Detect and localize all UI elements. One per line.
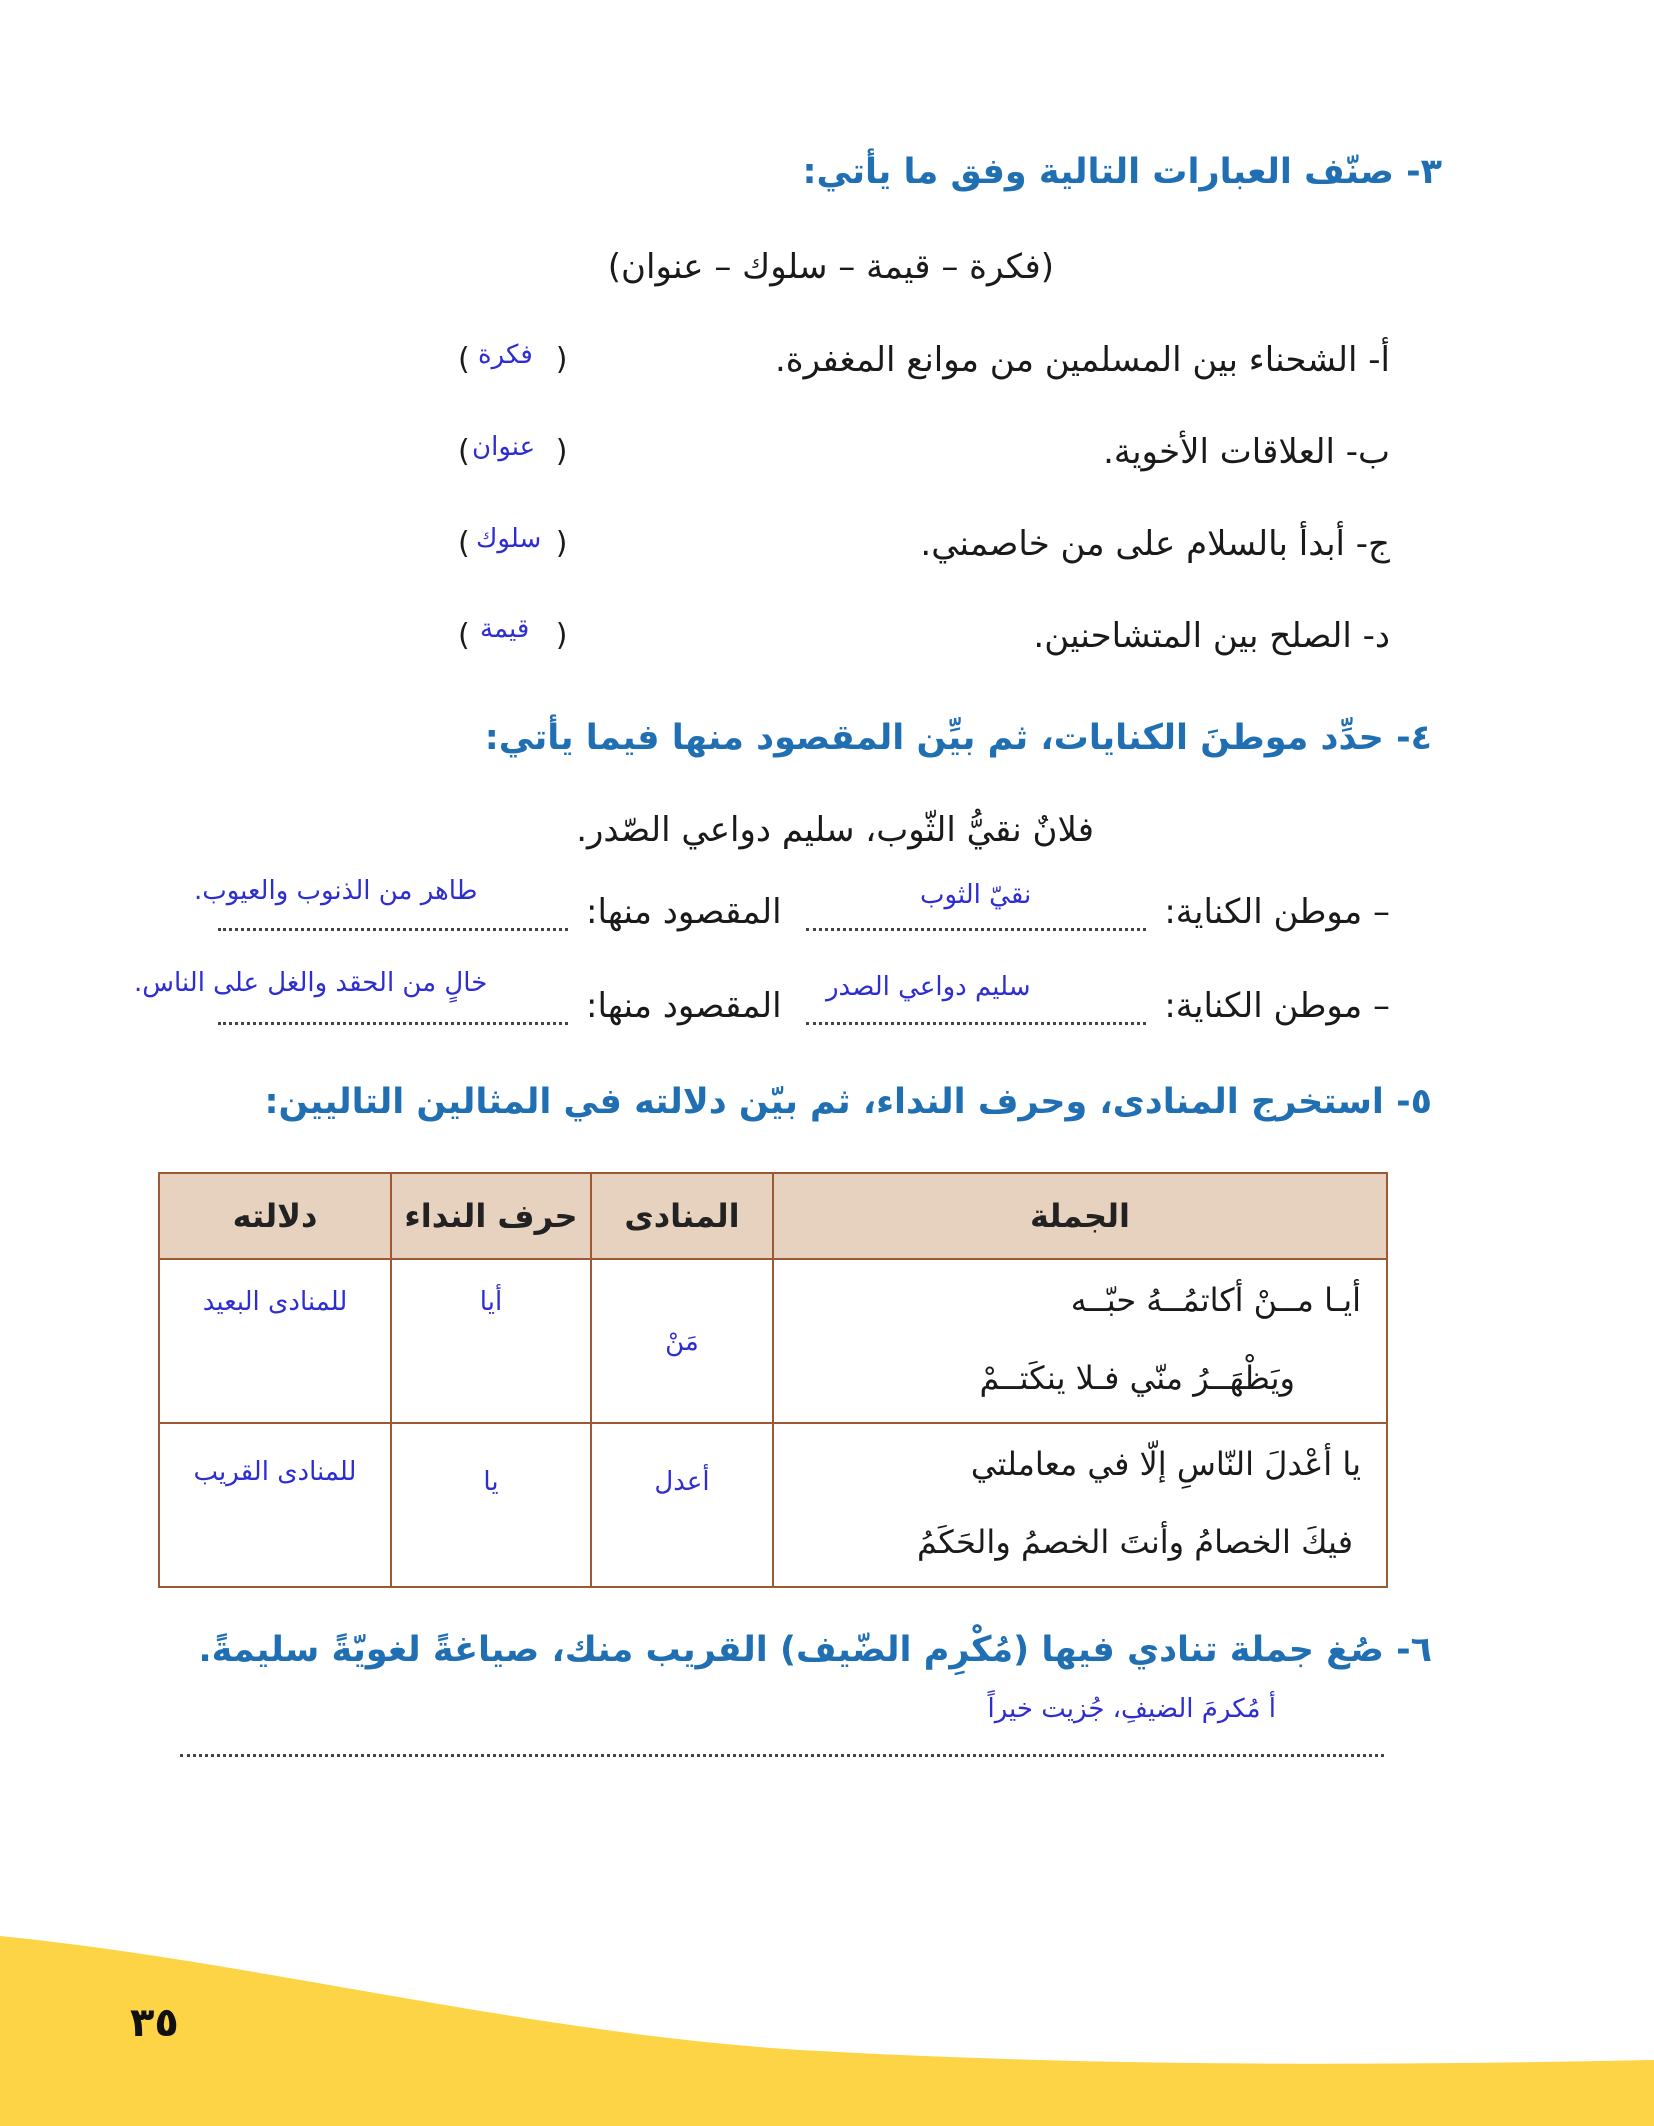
q5-col-munada: المنادى xyxy=(591,1173,773,1259)
q5-row2-munada: أعدل xyxy=(654,1467,710,1497)
q5-row2-line1: يا أعْدلَ النّاسِ إلّا في معاملتي xyxy=(970,1445,1361,1483)
q3-item-b: ب- العلاقات الأخوية. xyxy=(1103,432,1390,472)
q5-row1-munada: مَنْ xyxy=(665,1327,699,1357)
q5-row1-munada-cell xyxy=(591,1259,773,1423)
q4-row1-meaning-label: المقصود منها: xyxy=(586,892,782,932)
footer-band-shape xyxy=(0,1936,1654,2126)
q5-row1-harf: أيا xyxy=(479,1287,503,1317)
q3-answer-d: قيمة xyxy=(480,614,530,644)
q5-row2-harf-cell xyxy=(391,1423,591,1587)
q4-row1-meaning-answer: طاهر من الذنوب والعيوب. xyxy=(194,876,478,906)
q3-answer-c-paren: ( ) xyxy=(458,526,568,561)
table-row xyxy=(159,1423,1387,1587)
q6-heading: ٦- صُغ جملة تنادي فيها (مُكْرِم الضّيف) القريب منك، صياغةً لغويّةً سليمةً. xyxy=(198,1630,1432,1670)
q5-row1-line1: أيـا مــنْ أكاتمُــهُ حبّــه xyxy=(1070,1281,1361,1319)
q5-row2-munada-cell xyxy=(591,1423,773,1587)
q5-col-sentence: الجملة xyxy=(773,1173,1387,1259)
page-number: ٣٥ xyxy=(130,2000,179,2046)
q3-item-d: د- الصلح بين المتشاحنين. xyxy=(1033,616,1390,656)
q4-row2-place-line xyxy=(806,1022,1146,1025)
q6-answer-line xyxy=(180,1754,1384,1757)
q4-row1-place-answer: نقيّ الثوب xyxy=(920,880,1032,910)
q3-options: (فكرة – قيمة – سلوك – عنوان) xyxy=(607,247,1054,287)
q3-heading: ٣- صنّف العبارات التالية وفق ما يأتي: xyxy=(802,152,1442,192)
q4-row2-meaning-line xyxy=(218,1022,568,1025)
q4-row1-place-label: – موطن الكناية: xyxy=(1164,892,1390,932)
q5-row2-harf: يا xyxy=(483,1467,499,1497)
q5-row1-dalala-cell xyxy=(159,1259,391,1423)
table-row xyxy=(159,1259,1387,1423)
q4-row1-place-line xyxy=(806,928,1146,931)
q5-row2-line2: فيكَ الخصامُ وأنتَ الخصمُ والحَكَمُ xyxy=(917,1523,1353,1561)
q4-row2-meaning-label: المقصود منها: xyxy=(586,986,782,1026)
q4-row2-place-answer: سليم دواعي الصدر xyxy=(826,972,1031,1002)
q5-row2-dalala: للمنادى القريب xyxy=(193,1457,357,1487)
q5-row1-dalala: للمنادى البعيد xyxy=(202,1287,348,1317)
q3-answer-b-paren: ( ) xyxy=(458,434,568,469)
q5-row1-line2: ويَظْهَــرُ منّي فـلا ينكَتــمْ xyxy=(979,1359,1295,1397)
q5-header-row xyxy=(159,1173,1387,1259)
q5-row2-sentence xyxy=(773,1423,1387,1587)
q5-row1-sentence xyxy=(773,1259,1387,1423)
q5-table xyxy=(158,1172,1388,1588)
q5-col-harf: حرف النداء xyxy=(391,1173,591,1259)
q5-col-dalala: دلالته xyxy=(159,1173,391,1259)
q5-heading: ٥- استخرج المنادى، وحرف النداء، ثم بيّن دلالته في المثالين التاليين: xyxy=(264,1082,1432,1122)
q4-row1-meaning-line xyxy=(218,928,568,931)
q3-answer-b: عنوان xyxy=(472,432,536,462)
q3-item-a: أ- الشحناء بين المسلمين من موانع المغفرة. xyxy=(774,340,1390,380)
q3-answer-a-paren: ( ) xyxy=(458,342,568,377)
q4-row2-meaning-answer: خالٍ من الحقد والغل على الناس. xyxy=(134,968,488,998)
q6-answer: أ مُكرمَ الضيفِ، جُزيت خيراً xyxy=(987,1694,1276,1724)
q3-answer-c: سلوك xyxy=(476,524,542,554)
q4-sentence: فلانٌ نقيُّ الثّوب، سليم دواعي الصّدر. xyxy=(576,810,1094,850)
q4-row2-place-label: – موطن الكناية: xyxy=(1164,986,1390,1026)
q4-heading: ٤- حدِّد موطنَ الكنايات، ثم بيِّن المقصود منها فيما يأتي: xyxy=(484,718,1432,758)
q3-item-c: ج- أبدأ بالسلام على من خاصمني. xyxy=(920,524,1390,564)
q5-row2-dalala-cell xyxy=(159,1423,391,1587)
footer-band xyxy=(0,1900,1654,2126)
q5-row1-harf-cell xyxy=(391,1259,591,1423)
q3-answer-d-paren: ( ) xyxy=(458,618,568,653)
q3-answer-a: فكرة xyxy=(478,340,533,370)
